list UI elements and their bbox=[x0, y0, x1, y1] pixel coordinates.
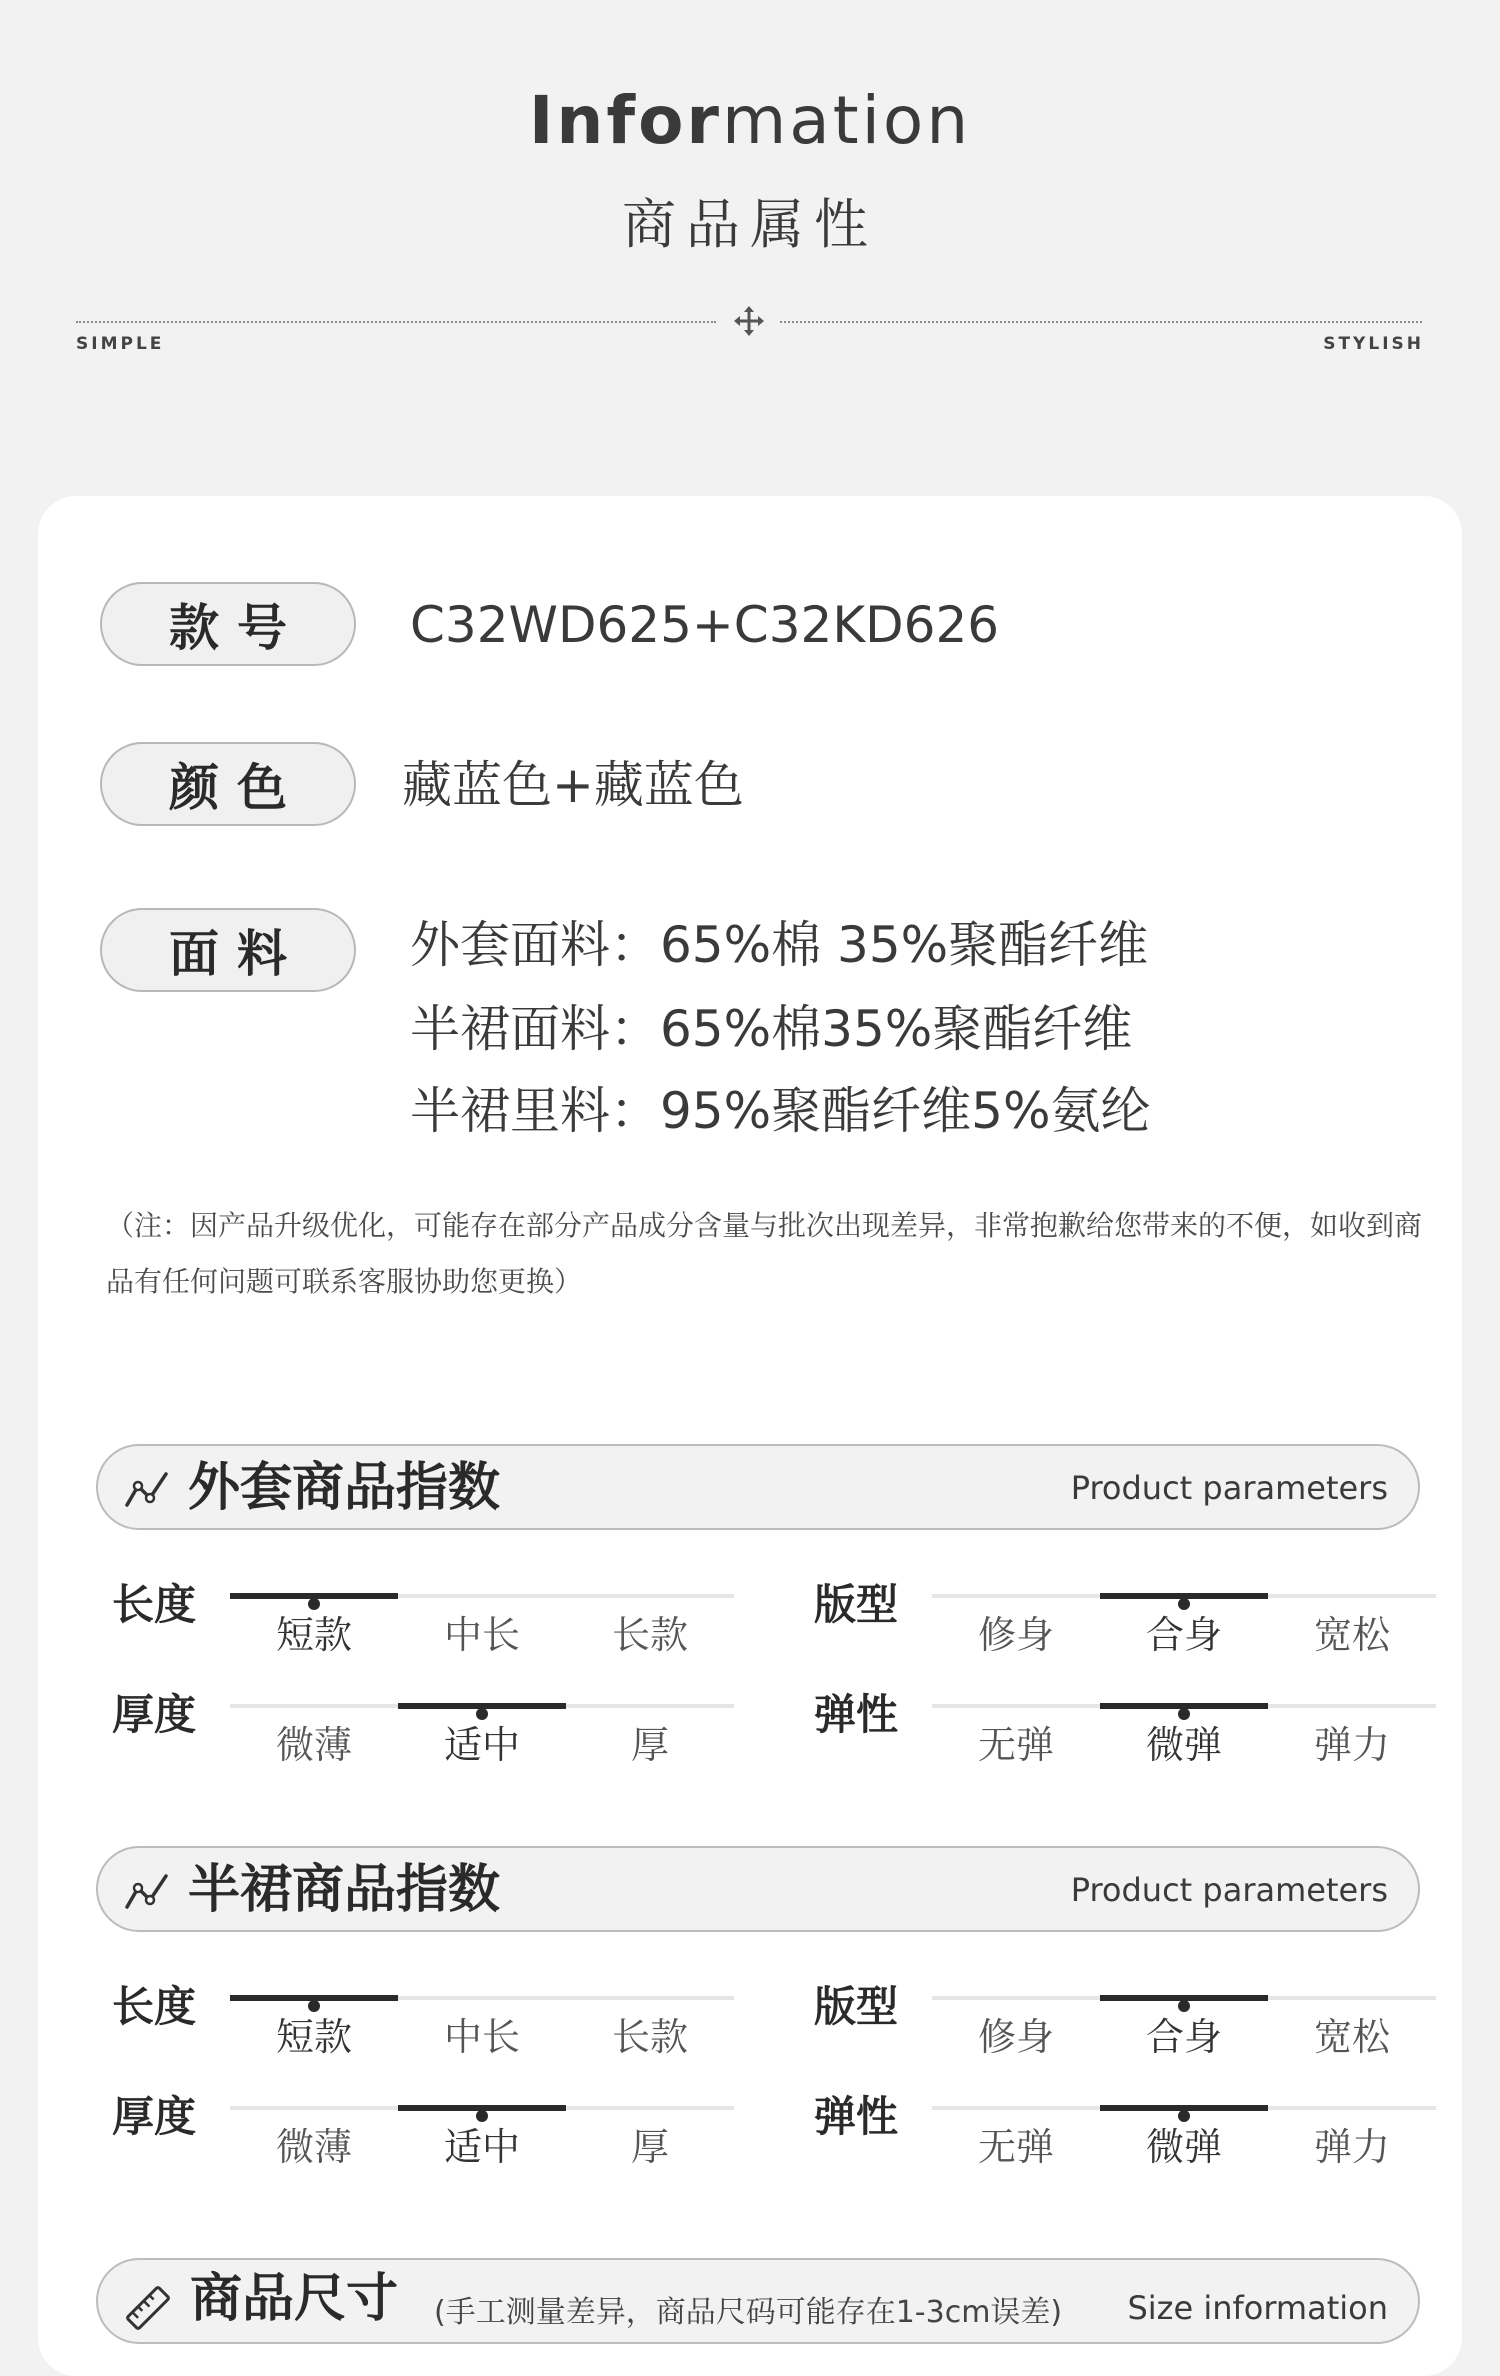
param-track bbox=[932, 1996, 1436, 2000]
param-option: 无弹 bbox=[977, 1723, 1054, 1767]
param-marker bbox=[308, 1598, 320, 1610]
param-thickness bbox=[112, 1690, 772, 1784]
param-label: 厚度 bbox=[112, 1690, 197, 1739]
attr-label-pill: 面料 bbox=[100, 908, 356, 992]
param-label: 长度 bbox=[112, 1580, 197, 1629]
param-option: 适中 bbox=[443, 1723, 520, 1767]
fabric-line: 外套面料：65%棉 35%聚酯纤维 bbox=[410, 916, 1149, 974]
param-option: 修身 bbox=[977, 1613, 1054, 1657]
header-title bbox=[0, 82, 1500, 159]
section-subtitle: Size information bbox=[1127, 2289, 1388, 2327]
param-option: 中长 bbox=[443, 1613, 520, 1657]
section-title: 外套商品指数 bbox=[188, 1458, 501, 1518]
color-value: 藏蓝色+藏蓝色 bbox=[402, 756, 744, 814]
section-subtitle: Product parameters bbox=[1070, 1469, 1388, 1507]
param-label: 弹性 bbox=[814, 1690, 899, 1739]
param-track bbox=[230, 1594, 734, 1598]
composition-note: （注：因产品升级优化，可能存在部分产品成分含量与批次出现差异，非常抱歉给您带来的不便，如收到商品有任何问题可联系客服协助您更换） bbox=[106, 1209, 1423, 1298]
section-title: 商品尺寸 bbox=[190, 2269, 399, 2329]
fabric-line: 半裙面料：65%棉35%聚酯纤维 bbox=[410, 1000, 1133, 1058]
four-way-arrow-icon bbox=[734, 306, 764, 336]
stylish-label: STYLISH bbox=[1323, 334, 1424, 354]
param-option: 弹力 bbox=[1313, 1723, 1390, 1767]
param-marker bbox=[1178, 1708, 1190, 1720]
param-track bbox=[230, 2106, 734, 2110]
param-length bbox=[112, 1580, 772, 1674]
param-option: 短款 bbox=[275, 1613, 352, 1657]
param-label: 厚度 bbox=[112, 2092, 197, 2141]
param-marker bbox=[1178, 2000, 1190, 2012]
attr-label-pill: 颜色 bbox=[100, 742, 356, 826]
param-elasticity bbox=[814, 1690, 1474, 1784]
section-bar-size bbox=[96, 2258, 1420, 2344]
param-option: 合身 bbox=[1145, 1613, 1222, 1657]
param-label: 长度 bbox=[112, 1982, 197, 2031]
param-marker bbox=[476, 2110, 488, 2122]
param-label: 弹性 bbox=[814, 2092, 899, 2141]
header-subtitle: 商品属性 bbox=[622, 193, 878, 256]
param-label: 版型 bbox=[814, 1982, 899, 2031]
section-bar-jacket bbox=[96, 1444, 1420, 1530]
param-thickness bbox=[112, 2092, 772, 2186]
header-title-thin: mation bbox=[721, 82, 972, 159]
param-length bbox=[112, 1982, 772, 2076]
param-track bbox=[932, 2106, 1436, 2110]
divider-left bbox=[76, 321, 716, 323]
fabric-line: 半裙里料：95%聚酯纤维5%氨纶 bbox=[410, 1082, 1151, 1140]
section-title: 半裙商品指数 bbox=[188, 1860, 501, 1920]
section-subtitle: Product parameters bbox=[1070, 1871, 1388, 1909]
attr-label-pill: 款号 bbox=[100, 582, 356, 666]
param-option: 微薄 bbox=[275, 1723, 352, 1767]
param-option: 长款 bbox=[611, 1613, 688, 1657]
section-bar-skirt bbox=[96, 1846, 1420, 1932]
param-marker bbox=[1178, 1598, 1190, 1610]
param-option: 微弹 bbox=[1145, 2125, 1222, 2169]
param-option: 宽松 bbox=[1313, 2015, 1390, 2059]
header-title-bold: Infor bbox=[528, 82, 722, 159]
param-option: 中长 bbox=[443, 2015, 520, 2059]
simple-label: SIMPLE bbox=[76, 334, 165, 354]
param-track bbox=[230, 1704, 734, 1708]
param-option: 适中 bbox=[443, 2125, 520, 2169]
param-marker bbox=[308, 2000, 320, 2012]
param-option: 短款 bbox=[275, 2015, 352, 2059]
param-option: 弹力 bbox=[1313, 2125, 1390, 2169]
size-note: (手工测量差异，商品尺码可能存在1-3cm误差) bbox=[434, 2295, 1063, 2330]
param-marker bbox=[476, 1708, 488, 1720]
param-track bbox=[230, 1996, 734, 2000]
param-label: 版型 bbox=[814, 1580, 899, 1629]
style-number-value: C32WD625+C32KD626 bbox=[410, 596, 1000, 654]
param-option: 厚 bbox=[630, 1723, 669, 1767]
param-option: 修身 bbox=[977, 2015, 1054, 2059]
param-elasticity bbox=[814, 2092, 1474, 2186]
ruler-icon bbox=[124, 2284, 172, 2332]
zigzag-line-icon bbox=[124, 1470, 170, 1508]
param-fit bbox=[814, 1580, 1474, 1674]
param-option: 微薄 bbox=[275, 2125, 352, 2169]
param-track bbox=[932, 1594, 1436, 1598]
divider-right bbox=[780, 321, 1422, 323]
param-track bbox=[932, 1704, 1436, 1708]
param-option: 无弹 bbox=[977, 2125, 1054, 2169]
info-card bbox=[38, 496, 1462, 2376]
param-option: 宽松 bbox=[1313, 1613, 1390, 1657]
param-option: 长款 bbox=[611, 2015, 688, 2059]
param-option: 合身 bbox=[1145, 2015, 1222, 2059]
zigzag-line-icon bbox=[124, 1872, 170, 1910]
param-fit bbox=[814, 1982, 1474, 2076]
param-option: 微弹 bbox=[1145, 1723, 1222, 1767]
param-option: 厚 bbox=[630, 2125, 669, 2169]
param-marker bbox=[1178, 2110, 1190, 2122]
